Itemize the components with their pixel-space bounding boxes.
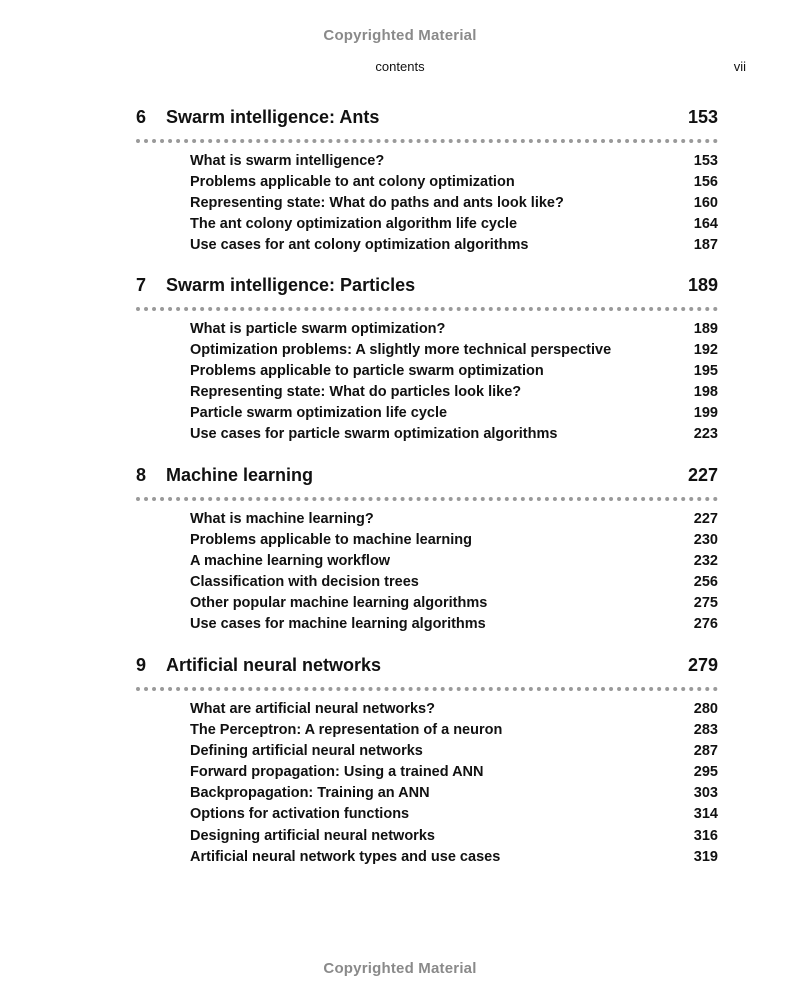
section-entry[interactable]	[136, 511, 718, 532]
section-title: A machine learning workflow	[190, 553, 391, 570]
section-entry[interactable]	[136, 574, 718, 595]
chapter-page: 153	[687, 107, 718, 127]
section-page: 156	[693, 174, 718, 191]
section-title: The ant colony optimization algorithm life cycle	[190, 216, 518, 233]
section-entry[interactable]	[136, 405, 718, 426]
section-title: Defining artificial neural networks	[190, 743, 423, 760]
chapter-number: 9	[136, 655, 147, 675]
section-page: 280	[693, 701, 718, 717]
section-page: 164	[693, 216, 718, 233]
section-entry[interactable]	[136, 237, 718, 258]
section-title: Particle swarm optimization life cycle	[190, 405, 448, 422]
section-title: Use cases for ant colony optimization algorithms	[190, 237, 529, 254]
chapter-title[interactable]: Artificial neural networks	[166, 655, 382, 675]
section-page: 199	[693, 405, 718, 422]
section-entry[interactable]	[136, 363, 718, 384]
section-entry[interactable]	[136, 532, 718, 553]
chapter-title[interactable]: Machine learning	[166, 465, 314, 485]
section-title: Use cases for particle swarm optimization algorithms	[190, 426, 558, 443]
section-entry[interactable]	[136, 384, 718, 405]
section-page: 295	[693, 764, 718, 781]
section-page: 189	[693, 321, 718, 337]
section-entry[interactable]	[136, 195, 718, 216]
section-title: Representing state: What do particles look like?	[190, 384, 522, 401]
section-title: What is machine learning?	[190, 511, 374, 527]
section-page: 153	[693, 153, 718, 169]
section-entry[interactable]	[136, 174, 718, 195]
section-page: 319	[693, 848, 718, 865]
section-page: 232	[693, 553, 718, 570]
chapter-number: 6	[136, 107, 147, 127]
section-page: 198	[693, 384, 718, 401]
dotted-divider	[136, 687, 718, 691]
section-page: 195	[693, 363, 718, 380]
section-page: 276	[693, 616, 718, 633]
section-title: The Perceptron: A representation of a neuron	[190, 722, 503, 739]
chapter-title[interactable]: Swarm intelligence: Particles	[166, 275, 416, 295]
section-entry[interactable]	[136, 321, 718, 342]
section-entry[interactable]	[136, 426, 718, 447]
section-page: 187	[693, 237, 718, 254]
section-entry[interactable]	[136, 828, 718, 849]
section-entry[interactable]	[136, 616, 718, 637]
chapter-6	[136, 107, 718, 258]
section-page: 275	[693, 595, 718, 612]
chapter-page: 189	[687, 275, 718, 295]
section-page: 256	[693, 574, 718, 591]
section-page: 314	[693, 806, 718, 823]
dotted-divider	[136, 497, 718, 501]
running-head: contents	[375, 59, 425, 74]
chapter-8	[136, 465, 718, 638]
section-title: Classification with decision trees	[190, 574, 419, 591]
section-entry[interactable]	[136, 785, 718, 806]
section-list	[136, 701, 718, 870]
section-entry[interactable]	[136, 806, 718, 827]
section-title: Forward propagation: Using a trained ANN	[190, 764, 484, 781]
section-title: Problems applicable to particle swarm optimization	[190, 363, 544, 380]
chapter-number: 7	[136, 275, 147, 295]
copyright-watermark-bottom: Copyrighted Material	[323, 960, 477, 977]
chapter-heading[interactable]	[136, 275, 718, 299]
chapter-page: 227	[687, 465, 718, 485]
section-page: 227	[693, 511, 718, 527]
chapter-9	[136, 655, 718, 870]
section-title: What are artificial neural networks?	[190, 701, 435, 717]
section-title: Other popular machine learning algorithms	[190, 595, 488, 612]
section-title: Problems applicable to ant colony optimization	[190, 174, 515, 191]
section-list	[136, 511, 718, 638]
dotted-divider	[136, 139, 718, 143]
section-entry[interactable]	[136, 764, 718, 785]
section-title: Backpropagation: Training an ANN	[190, 785, 430, 802]
section-list	[136, 153, 718, 258]
section-page: 230	[693, 532, 718, 549]
section-list	[136, 321, 718, 448]
section-title: Optimization problems: A slightly more technical perspective	[190, 342, 612, 359]
section-entry[interactable]	[136, 342, 718, 363]
section-entry[interactable]	[136, 553, 718, 574]
page-number: vii	[733, 59, 746, 74]
section-entry[interactable]	[136, 595, 718, 616]
section-page: 283	[693, 722, 718, 739]
section-title: Artificial neural network types and use cases	[190, 848, 501, 865]
section-entry[interactable]	[136, 216, 718, 237]
section-title: Use cases for machine learning algorithms	[190, 616, 486, 633]
section-page: 223	[693, 426, 718, 443]
section-entry[interactable]	[136, 701, 718, 722]
chapter-7	[136, 275, 718, 448]
section-entry[interactable]	[136, 722, 718, 743]
section-entry[interactable]	[136, 849, 718, 870]
section-title: Options for activation functions	[190, 806, 410, 823]
section-page: 160	[693, 195, 718, 212]
section-title: What is swarm intelligence?	[190, 153, 385, 169]
chapter-heading[interactable]	[136, 465, 718, 489]
section-title: Representing state: What do paths and ants look like?	[190, 195, 564, 212]
section-entry[interactable]	[136, 743, 718, 764]
chapter-heading[interactable]	[136, 107, 718, 131]
section-page: 287	[693, 743, 718, 760]
section-entry[interactable]	[136, 153, 718, 174]
section-title: Problems applicable to machine learning	[190, 532, 473, 549]
copyright-watermark-top: Copyrighted Material	[323, 27, 477, 44]
chapter-number: 8	[136, 465, 147, 485]
section-page: 303	[693, 785, 718, 802]
dotted-divider	[136, 307, 718, 311]
section-title: What is particle swarm optimization?	[190, 321, 446, 337]
section-title: Designing artificial neural networks	[190, 827, 435, 844]
chapter-title[interactable]: Swarm intelligence: Ants	[166, 107, 380, 127]
chapter-page: 279	[687, 655, 718, 675]
section-page: 192	[693, 342, 718, 359]
section-page: 316	[693, 827, 718, 844]
chapter-heading[interactable]	[136, 655, 718, 679]
